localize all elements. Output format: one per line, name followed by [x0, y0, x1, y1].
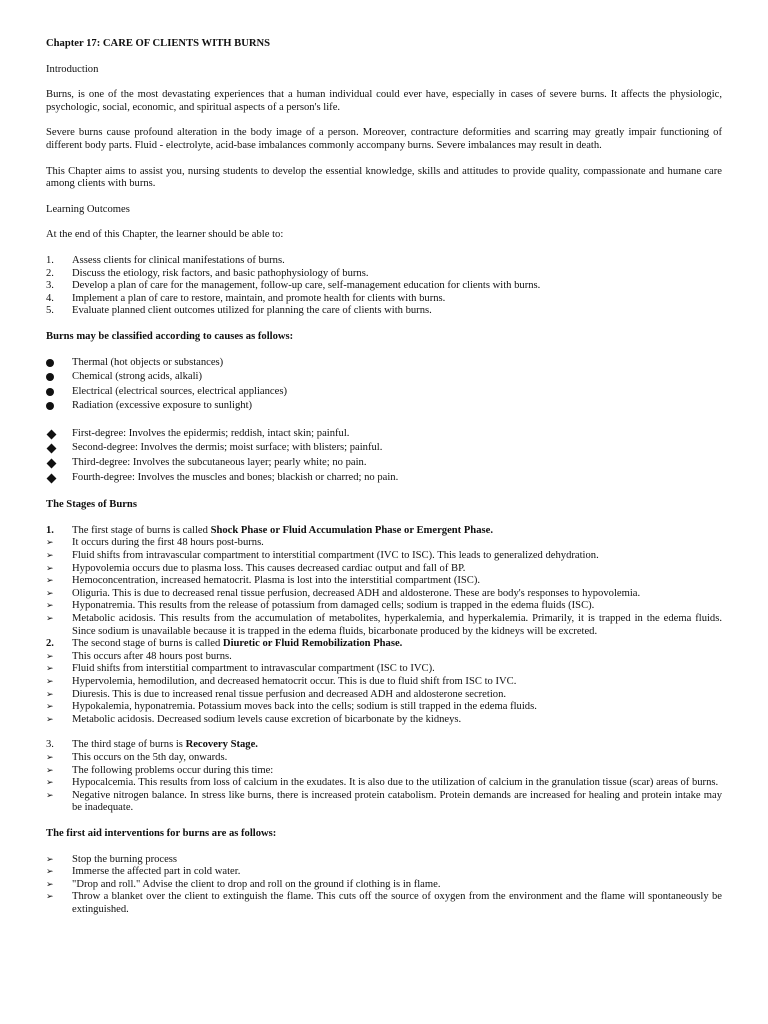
arrow-bullet-icon: ➢: [46, 576, 54, 587]
arrow-bullet-icon: ➢: [46, 614, 54, 624]
stage-item: [46, 777, 722, 790]
intro-heading: Introduction: [46, 63, 99, 75]
learning-outcomes-heading: Learning Outcomes: [46, 203, 130, 215]
outcome-item: [46, 255, 722, 268]
stage-1-heading: [46, 525, 722, 538]
intro-paragraph-3: This Chapter aims to assist you, nursing students to develop the essential knowledge, skills and attitudes to provide quality, compassionate and humane care among clients with burns.: [46, 165, 722, 190]
stage-item: [46, 701, 722, 714]
bullet-marker: [46, 651, 72, 664]
list-item-text: This occurs on the 5th day, onwards.: [72, 751, 228, 763]
first-aid-item: [46, 854, 722, 867]
list-item-text: Oliguria. This is due to decreased renal tissue perfusion, decreased ADH and aldosterone. These are body's responses to hypovolemia.: [72, 587, 641, 599]
degree-item: [46, 472, 722, 487]
list-item-text: First-degree: Involves the epidermis; reddish, intact skin; painful.: [72, 427, 350, 439]
cause-item: [46, 386, 722, 401]
list-item-text: This occurs after 48 hours post burns.: [72, 650, 232, 662]
stages-heading: The Stages of Burns: [46, 499, 137, 511]
arrow-bullet-icon: ➢: [46, 551, 54, 562]
bullet-dot-icon: [46, 359, 54, 367]
stage-item: [46, 714, 722, 727]
stage-item: [46, 575, 722, 588]
arrow-bullet-icon: ➢: [46, 563, 54, 574]
list-item-text: Metabolic acidosis. This results from the accumulation of metabolites, hyperkalemia, and hyperkalemia. Primarily, it is trapped in the edema fluids. Since sodium is unavailable because it is trapped in the edema fluids, bicarbonate produced by the kidneys will be excreted.: [72, 613, 722, 637]
bullet-marker: [46, 891, 72, 904]
bullet-marker: [46, 371, 72, 386]
list-item-text: Throw a blanket over the client to extinguish the flame. This cuts off the source of oxygen from the environment and the flame will spontaneously be extinguished.: [72, 891, 722, 915]
stage-2-heading: [46, 638, 722, 651]
bullet-marker: [46, 765, 72, 778]
arrow-bullet-icon: ➢: [46, 879, 54, 890]
bullet-marker: [46, 563, 72, 576]
causes-list: [46, 357, 722, 415]
bullet-marker: [46, 663, 72, 676]
stage-item: [46, 765, 722, 778]
diamond-bullet-icon: [47, 429, 57, 439]
degree-item: [46, 442, 722, 457]
list-number: 4.: [46, 292, 54, 304]
list-item-text: Metabolic acidosis. Decreased sodium levels cause excretion of bicarbonate by the kidneys.: [72, 713, 462, 725]
list-item-text: Diuresis. This is due to increased renal tissue perfusion and decreased ADH and aldosterone secretion.: [72, 688, 507, 700]
first-aid-item: [46, 891, 722, 916]
bullet-marker: [46, 600, 72, 613]
list-item-text: It occurs during the first 48 hours post-burns.: [72, 537, 264, 549]
degree-item: [46, 457, 722, 472]
outcome-item: [46, 280, 722, 293]
stage-3-list: [46, 752, 722, 815]
bullet-marker: [46, 386, 72, 401]
list-item-text: Radiation (excessive exposure to sunlight): [72, 400, 253, 412]
list-item-text: Stop the burning process: [72, 853, 178, 865]
stage-item: [46, 613, 722, 638]
stage-item: [46, 790, 722, 815]
bullet-marker: [46, 866, 72, 879]
stage-item: [46, 752, 722, 765]
list-item-text: Hypokalemia, hyponatremia. Potassium moves back into the cells; sodium is still trapped in the edema fluids.: [72, 701, 537, 713]
arrow-bullet-icon: ➢: [46, 892, 54, 903]
arrow-bullet-icon: ➢: [46, 651, 54, 662]
causes-heading: Burns may be classified according to causes as follows:: [46, 330, 294, 342]
bullet-dot-icon: [46, 402, 54, 410]
intro-paragraph-1: Burns, is one of the most devastating experiences that a human individual could ever have, especially in cases of severe burns. It affects the physiologic, psychologic, social, economic, and spiritual aspects of a person's life.: [46, 89, 722, 113]
list-item-text: Negative nitrogen balance. In stress like burns, there is increased protein catabolism. Protein demands are increased for healing and protein intake may be inadequate.: [72, 789, 722, 814]
arrow-bullet-icon: ➢: [46, 689, 54, 700]
arrow-bullet-icon: ➢: [46, 854, 54, 865]
list-item-text: Hypocalcemia. This results from loss of calcium in the exudates. It is also due to the utilization of calcium in the granulation tissue (scar) areas of burns.: [72, 777, 719, 789]
arrow-bullet-icon: ➢: [46, 676, 54, 687]
document-page: [46, 38, 722, 916]
list-item-text: Assess clients for clinical manifestations of burns.: [72, 254, 285, 266]
bullet-marker: [46, 588, 72, 601]
stage-1-number: 1.: [46, 524, 54, 536]
list-item-text: Electrical (electrical sources, electrical appliances): [72, 385, 287, 397]
bullet-marker: [46, 428, 72, 443]
list-item-text: Immerse the affected part in cold water.: [72, 866, 241, 878]
stage-item: [46, 600, 722, 613]
bullet-marker: [46, 575, 72, 588]
bullet-marker: [46, 714, 72, 727]
bullet-marker: [46, 457, 72, 472]
bullet-marker: [46, 613, 72, 626]
stage-item: [46, 689, 722, 702]
bullet-marker: [46, 777, 72, 790]
list-item-text: "Drop and roll." Advise the client to drop and roll on the ground if clothing is in flame.: [72, 878, 441, 890]
list-number: 1.: [46, 254, 54, 266]
list-number: 5.: [46, 305, 54, 317]
bullet-marker: [46, 442, 72, 457]
list-item-text: Hemoconcentration, increased hematocrit. Plasma is lost into the interstitial compartment (ISC).: [72, 575, 481, 587]
bullet-marker: [46, 550, 72, 563]
first-aid-heading: The first aid interventions for burns are as follows:: [46, 827, 277, 839]
bullet-marker: [46, 400, 72, 415]
stage-item: [46, 663, 722, 676]
diamond-bullet-icon: [47, 473, 57, 483]
stage-item: [46, 651, 722, 664]
first-aid-item: [46, 879, 722, 892]
first-aid-list: [46, 854, 722, 917]
arrow-bullet-icon: ➢: [46, 765, 54, 776]
stage-2-number: 2.: [46, 638, 54, 650]
first-aid-item: [46, 866, 722, 879]
list-item-text: Hypovolemia occurs due to plasma loss. This causes decreased cardiac output and fall of BP.: [72, 562, 466, 574]
arrow-bullet-icon: ➢: [46, 601, 54, 612]
bullet-marker: [46, 879, 72, 892]
stage-3-number: 3.: [46, 739, 54, 751]
degrees-list: [46, 428, 722, 486]
stage-2-lead: The second stage of burns is called: [72, 638, 223, 650]
intro-paragraph-2: Severe burns cause profound alteration in the body image of a person. Moreover, contracture deformities and scarring may greatly impair functioning of different body parts. Fluid - electrolyte, acid-base imbalances commonly accompany burns. Severe imbalances may result in death.: [46, 127, 722, 151]
list-item-text: Discuss the etiology, risk factors, and basic pathophysiology of burns.: [72, 267, 369, 279]
arrow-bullet-icon: ➢: [46, 714, 54, 725]
cause-item: [46, 357, 722, 372]
arrow-bullet-icon: ➢: [46, 867, 54, 878]
outcome-item: [46, 268, 722, 281]
bullet-marker: [46, 689, 72, 702]
diamond-bullet-icon: [47, 444, 57, 454]
bullet-marker: [46, 472, 72, 487]
list-item-text: Evaluate planned client outcomes utilized for planning the care of clients with burns.: [72, 305, 432, 317]
list-item-text: Fluid shifts from interstitial compartment to intravascular compartment (ISC to IVC).: [72, 663, 435, 675]
list-item-text: Fourth-degree: Involves the muscles and bones; blackish or charred; no pain.: [72, 471, 399, 483]
stage-item: [46, 563, 722, 576]
arrow-bullet-icon: ➢: [46, 778, 54, 789]
cause-item: [46, 400, 722, 415]
bullet-marker: [46, 357, 72, 372]
arrow-bullet-icon: ➢: [46, 664, 54, 675]
stage-2-list: [46, 651, 722, 727]
stage-3-lead: The third stage of burns is: [72, 739, 186, 751]
bullet-dot-icon: [46, 373, 54, 381]
learning-outcomes-intro: At the end of this Chapter, the learner should be able to:: [46, 229, 284, 241]
stage-1-list: [46, 537, 722, 638]
list-item-text: The following problems occur during this time:: [72, 764, 274, 776]
bullet-marker: [46, 701, 72, 714]
chapter-title: Chapter 17: CARE OF CLIENTS WITH BURNS: [46, 38, 271, 49]
diamond-bullet-icon: [47, 459, 57, 469]
list-item-text: Second-degree: Involves the dermis; moist surface; with blisters; painful.: [72, 442, 383, 454]
list-item-text: Hypervolemia, hemodilution, and decreased hematocrit occur. This is due to fluid shift from ISC to IVC.: [72, 675, 517, 687]
arrow-bullet-icon: ➢: [46, 752, 54, 763]
bullet-marker: [46, 537, 72, 550]
stage-3-name: Recovery Stage.: [185, 739, 258, 751]
cause-item: [46, 371, 722, 386]
arrow-bullet-icon: ➢: [46, 702, 54, 713]
list-item-text: Develop a plan of care for the management, follow-up care, self-management education for clients with burns.: [72, 280, 541, 292]
stage-1-name: Shock Phase or Fluid Accumulation Phase or Emergent Phase.: [210, 524, 493, 536]
arrow-bullet-icon: ➢: [46, 790, 54, 801]
bullet-marker: [46, 790, 72, 803]
learning-outcomes-list: [46, 255, 722, 318]
arrow-bullet-icon: ➢: [46, 538, 54, 549]
list-item-text: Implement a plan of care to restore, maintain, and promote health for clients with burns.: [72, 292, 446, 304]
stage-item: [46, 588, 722, 601]
stage-3-heading: [46, 739, 722, 752]
degree-item: [46, 428, 722, 443]
bullet-marker: [46, 854, 72, 867]
stage-item: [46, 537, 722, 550]
outcome-item: [46, 293, 722, 306]
stage-item: [46, 550, 722, 563]
list-item-text: Hyponatremia. This results from the release of potassium from damaged cells; sodium is trapped in the edema fluids (ISC).: [72, 600, 595, 612]
list-number: 2.: [46, 267, 54, 279]
stage-1-lead: The first stage of burns is called: [72, 524, 211, 536]
outcome-item: [46, 305, 722, 318]
arrow-bullet-icon: ➢: [46, 588, 54, 599]
stage-item: [46, 676, 722, 689]
bullet-dot-icon: [46, 388, 54, 396]
bullet-marker: [46, 752, 72, 765]
list-item-text: Thermal (hot objects or substances): [72, 356, 224, 368]
list-item-text: Chemical (strong acids, alkali): [72, 371, 203, 383]
bullet-marker: [46, 676, 72, 689]
list-item-text: Fluid shifts from intravascular compartment to interstitial compartment (IVC to ISC). This leads to generalized dehydration.: [72, 550, 599, 562]
list-item-text: Third-degree: Involves the subcutaneous layer; pearly white; no pain.: [72, 457, 367, 469]
list-number: 3.: [46, 280, 54, 292]
stage-2-name: Diuretic or Fluid Remobilization Phase.: [222, 638, 403, 650]
